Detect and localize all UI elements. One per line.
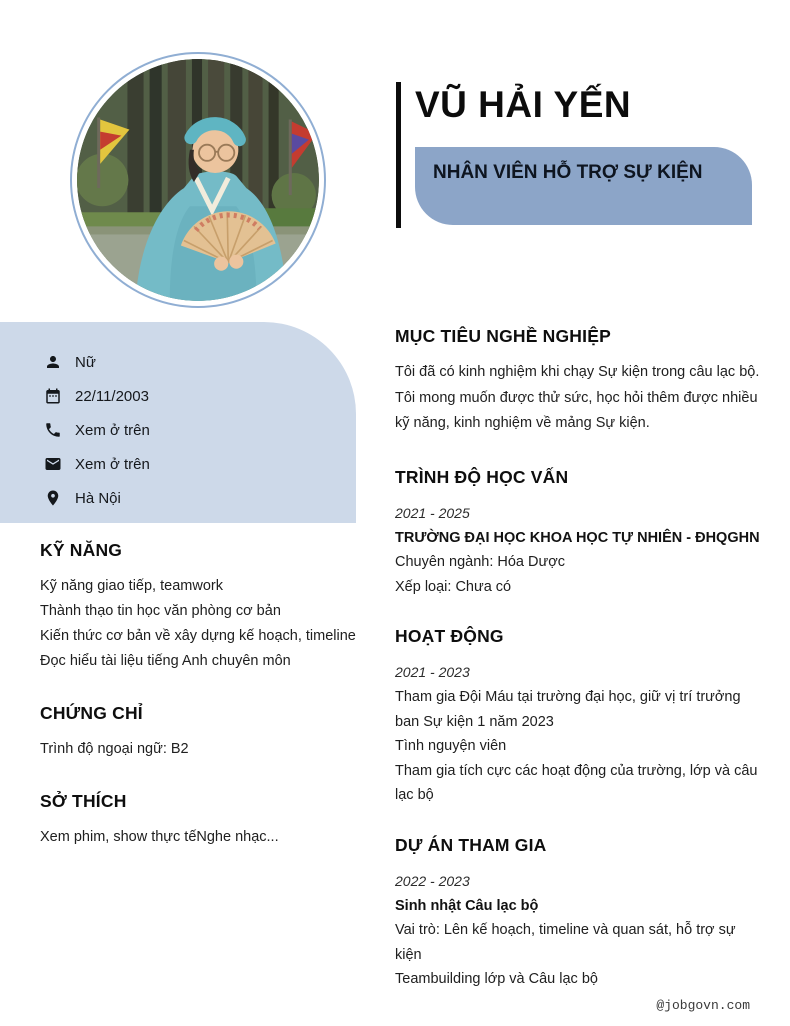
person-icon — [44, 353, 62, 371]
project-period: 2022 - 2023 — [395, 872, 470, 889]
email-icon — [44, 455, 62, 473]
hobbies-section — [40, 791, 370, 850]
education-school: TRƯỜNG ĐẠI HỌC KHOA HỌC TỰ NHIÊN - ĐHQGHN — [395, 529, 760, 546]
education-section — [395, 467, 765, 600]
profile-photo-ring — [70, 52, 326, 308]
skill-item: Kiến thức cơ bản về xây dựng kế hoạch, timeline — [40, 628, 356, 644]
education-major: Chuyên ngành: Hóa Dược — [395, 554, 565, 570]
hobbies-title: SỞ THÍCH — [40, 791, 127, 811]
location-icon — [44, 489, 62, 507]
contact-info-panel — [0, 322, 356, 523]
skills-section — [40, 540, 370, 674]
project-detail: Teambuilding lớp và Câu lạc bộ — [395, 971, 598, 987]
education-title: TRÌNH ĐỘ HỌC VẤN — [395, 466, 569, 487]
contact-row-birthdate — [44, 379, 356, 413]
birthdate-value: 22/11/2003 — [75, 387, 149, 405]
left-column — [40, 540, 370, 879]
skill-item: Kỹ năng giao tiếp, teamwork — [40, 578, 223, 594]
activities-section — [395, 626, 765, 808]
activity-item: Tham gia tích cực các hoạt động của trường, lớp và câu lạc bộ — [395, 762, 758, 803]
skills-title: KỸ NĂNG — [40, 540, 123, 560]
activity-item: Tham gia Đội Máu tại trường đại học, giữ vị trí trưởng ban Sự kiện 1 năm 2023 — [395, 689, 741, 730]
objective-title: MỤC TIÊU NGHỀ NGHIỆP — [395, 326, 611, 346]
activities-title: HOẠT ĐỘNG — [395, 626, 504, 646]
job-title-box — [415, 147, 752, 225]
name-accent-bar — [396, 82, 401, 228]
objective-section — [395, 326, 765, 437]
skill-item: Đọc hiểu tài liệu tiếng Anh chuyên môn — [40, 653, 291, 669]
profile-photo — [77, 59, 319, 301]
contact-row-gender — [44, 345, 356, 379]
watermark: @jobgovn.com — [656, 998, 750, 1013]
phone-value: Xem ở trên — [75, 421, 150, 439]
skill-item: Thành thạo tin học văn phòng cơ bản — [40, 603, 281, 619]
project-name: Sinh nhật Câu lạc bộ — [395, 897, 539, 914]
education-period: 2021 - 2025 — [395, 504, 470, 521]
candidate-name: VŨ HẢI YẾN — [415, 84, 632, 125]
job-title: NHÂN VIÊN HỖ TRỢ SỰ KIỆN — [433, 162, 703, 183]
certificates-title: CHỨNG CHỈ — [40, 703, 143, 723]
contact-row-location — [44, 481, 356, 515]
projects-section — [395, 835, 765, 992]
location-value: Hà Nội — [75, 489, 121, 507]
contact-row-phone — [44, 413, 356, 447]
gender-value: Nữ — [75, 353, 96, 371]
calendar-icon — [44, 387, 62, 405]
certificates-section — [40, 703, 370, 762]
projects-title: DỰ ÁN THAM GIA — [395, 834, 547, 855]
contact-row-email — [44, 447, 356, 481]
email-value: Xem ở trên — [75, 455, 150, 473]
education-grade: Xếp loại: Chưa có — [395, 578, 512, 595]
activity-item: Tình nguyện viên — [395, 738, 507, 754]
phone-icon — [44, 421, 62, 439]
project-detail: Vai trò: Lên kế hoạch, timeline và quan sát, hỗ trợ sự kiện — [395, 922, 736, 963]
hobby-item: Xem phim, show thực tếNghe nhạc... — [40, 829, 279, 845]
right-column — [395, 326, 765, 1022]
certificate-item: Trình độ ngoại ngữ: B2 — [40, 741, 189, 757]
activities-period: 2021 - 2023 — [395, 664, 470, 680]
objective-text: Tôi đã có kinh nghiệm khi chạy Sự kiện trong câu lạc bộ. Tôi mong muốn được thử sức, học hỏi thêm được nhiều kỹ năng, kinh nghiệm về mảng Sự kiện. — [395, 364, 760, 431]
